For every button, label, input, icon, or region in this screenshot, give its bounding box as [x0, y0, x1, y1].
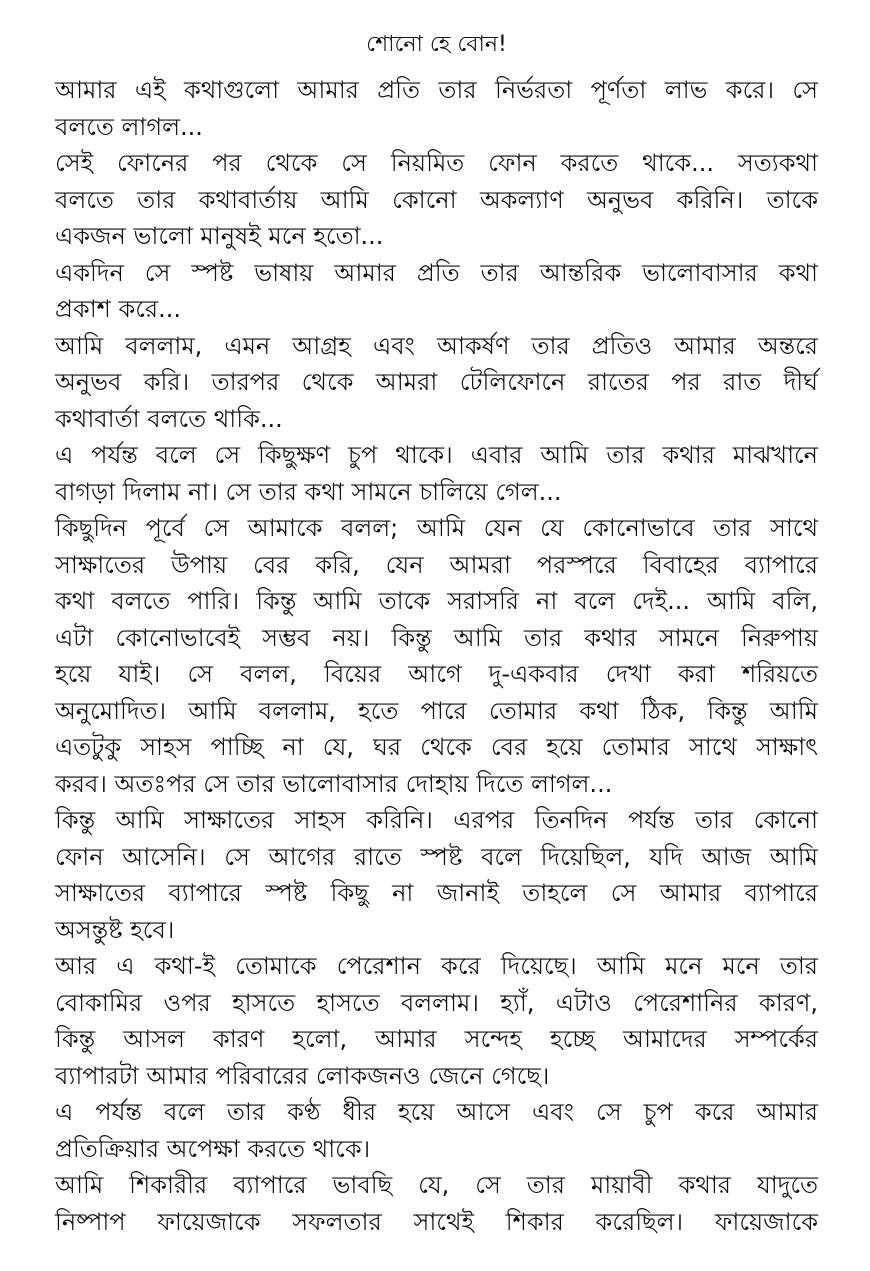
text-line: কথাবার্তা বলতে থাকি... — [55, 404, 283, 433]
paragraph — [55, 437, 818, 510]
text-line: কিছুদিন পূর্বে সে আমাকে বলল; আমি যেন যে কোনোভাবে তার সাথে — [55, 514, 818, 542]
text-line: সেই ফোনের পর থেকে সে নিয়মিত ফোন করতে থাকে... সত্যকথা — [55, 149, 818, 177]
text-line: প্রকাশ করে... — [55, 295, 182, 323]
text-line: বলতে লাগল... — [55, 112, 203, 141]
text-line: একজন ভালো মানুষই মনে হতো... — [55, 222, 384, 250]
text-line: বাগড়া দিলাম না। সে তার কথা সামনে চালিয়ে গেল... — [55, 477, 562, 506]
paragraph — [55, 328, 818, 438]
text-line: আমি শিকারীর ব্যাপারে ভাবছি যে, সে তার মায়াবী কথার যাদুতে — [55, 1171, 818, 1199]
text-line: কিন্তু আসল কারণ হলো, আমার সন্দেহ হচ্ছে আমাদের সম্পর্কের — [55, 1025, 818, 1053]
paragraph — [55, 948, 818, 1094]
paragraph — [55, 1094, 818, 1167]
text-line: ফোন আসেনি। সে আগের রাতে স্পষ্ট বলে দিয়েছিল, যদি আজ আমি — [55, 842, 818, 871]
paragraph — [55, 145, 818, 255]
text-line: আর এ কথা-ই তোমাকে পেরেশান করে দিয়েছে। আমি মনে মনে তার — [55, 952, 818, 980]
paragraph — [55, 72, 818, 145]
text-line: এটা কোনোভাবেই সম্ভব নয়। কিন্তু আমি তার কথার সামনে নিরুপায় — [55, 623, 818, 652]
text-line: ব্যাপারটা আমার পরিবারের লোকজনও জেনে গেছে। — [55, 1061, 550, 1090]
text-line: এতটুকু সাহস পাচ্ছি না যে, ঘর থেকে বের হয়ে তোমার সাথে সাক্ষাৎ — [55, 733, 818, 761]
text-line: নিষ্পাপ ফায়েজাকে সফলতার সাথেই শিকার করেছিল। ফায়েজাকে — [55, 1207, 818, 1236]
page-title: শোনো হে বোন! — [366, 32, 507, 57]
body-text — [55, 72, 818, 1240]
paragraph — [55, 1167, 818, 1240]
text-line: অনুভব করি। তারপর থেকে আমরা টেলিফোনে রাতের পর রাত দীর্ঘ — [55, 368, 818, 396]
text-line: হয়ে যাই। সে বলল, বিয়ের আগে দু-একবার দেখা করা শরিয়তে — [55, 660, 818, 688]
text-line: অসন্তুষ্ট হবে। — [55, 915, 175, 944]
text-line: করব। অতঃপর সে তার ভালোবাসার দোহায় দিতে লাগল... — [55, 769, 613, 798]
paragraph — [55, 510, 818, 802]
paragraph — [55, 802, 818, 948]
text-line: বলতে তার কথাবার্তায় আমি কোনো অকল্যাণ অনুভব করিনি। তাকে — [55, 185, 818, 214]
text-line: একদিন সে স্পষ্ট ভাষায় আমার প্রতি তার আন্তরিক ভালোবাসার কথা — [55, 258, 818, 287]
text-line: কিন্তু আমি সাক্ষাতের সাহস করিনি। এরপর তিনদিন পর্যন্ত তার কোনো — [55, 806, 818, 834]
text-line: এ পর্যন্ত বলে সে কিছুক্ষণ চুপ থাকে। এবার আমি তার কথার মাঝখানে — [55, 441, 818, 469]
text-line: আমার এই কথাগুলো আমার প্রতি তার নির্ভরতা পূর্ণতা লাভ করে। সে — [55, 76, 818, 104]
text-line: প্রতিক্রিয়ার অপেক্ষা করতে থাকে। — [55, 1134, 371, 1163]
text-line: এ পর্যন্ত বলে তার কণ্ঠ ধীর হয়ে আসে এবং সে চুপ করে আমার — [55, 1098, 818, 1126]
text-line: কথা বলতে পারি। কিন্তু আমি তাকে সরাসরি না বলে দেই... আমি বলি, — [55, 587, 818, 615]
text-line: সাক্ষাতের উপায় বের করি, যেন আমরা পরস্পরে বিবাহের ব্যাপারে — [55, 550, 818, 579]
text-line: আমি বললাম, এমন আগ্রহ এবং আকর্ষণ তার প্রতিও আমার অন্তরে — [55, 331, 818, 360]
text-line: বোকামির ওপর হাসতে হাসতে বললাম। হ্যাঁ, এটাও পেরেশানির কারণ, — [55, 988, 818, 1017]
text-line: অনুমোদিত। আমি বললাম, হতে পারে তোমার কথা ঠিক, কিন্তু আমি — [55, 696, 818, 725]
text-line: সাক্ষাতের ব্যাপারে স্পষ্ট কিছু না জানাই তাহলে সে আমার ব্যাপারে — [55, 879, 818, 907]
paragraph — [55, 255, 818, 328]
